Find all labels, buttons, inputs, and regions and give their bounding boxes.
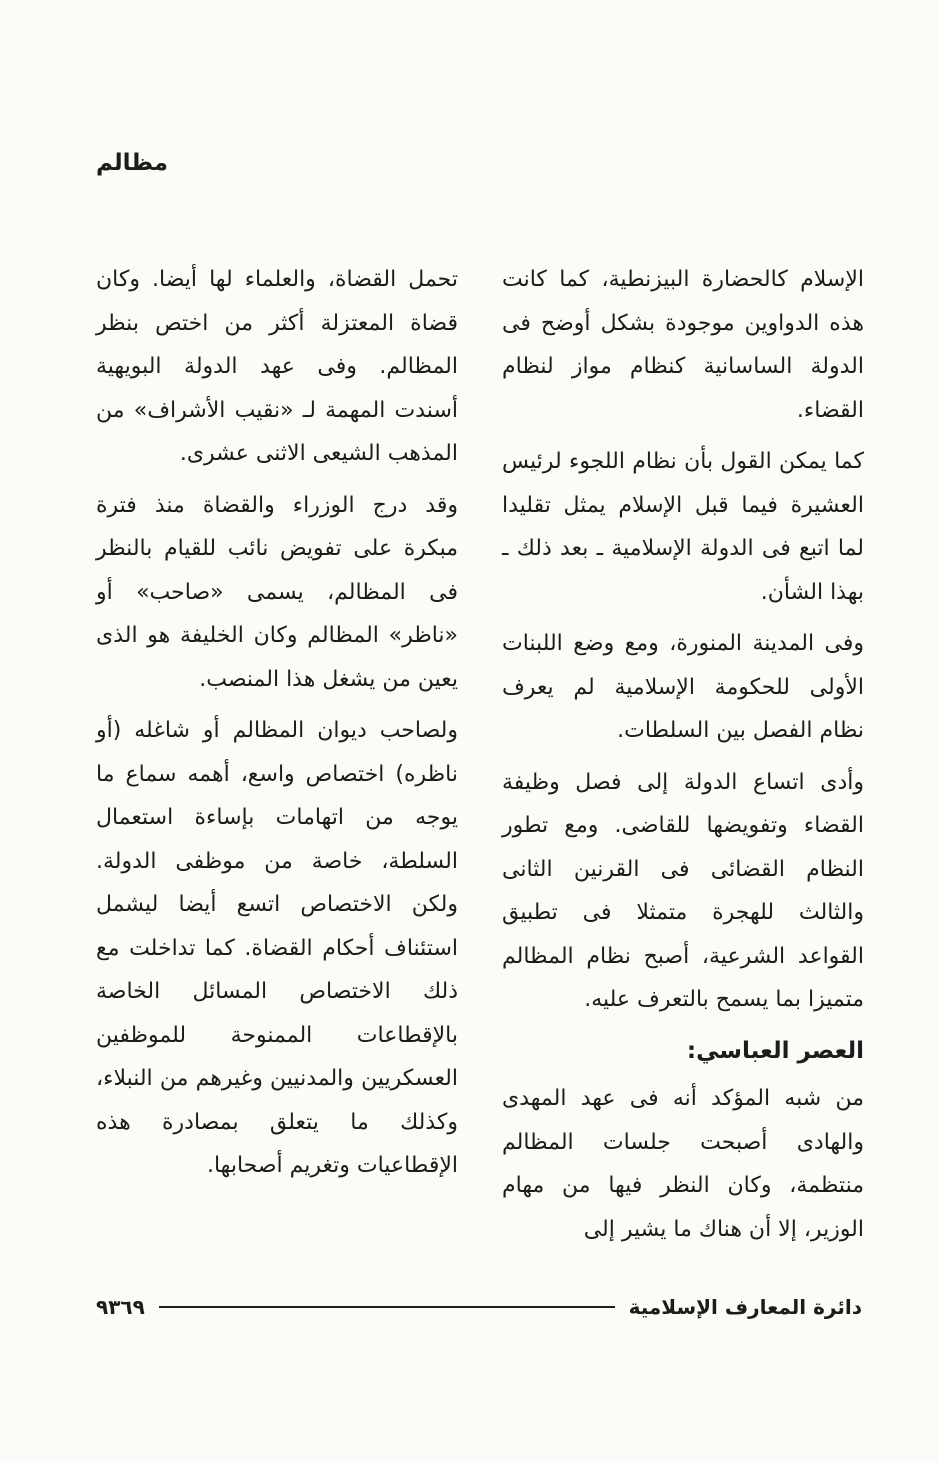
paragraph: وفى المدينة المنورة، ومع وضع اللبنات الأولى للحكومة الإسلامية لم يعرف نظام الفصل بين السلطات. — [502, 631, 864, 743]
footer-title: دائرة المعارف الإسلامية — [628, 1295, 862, 1319]
paragraph: الإسلام كالحضارة البيزنطية، كما كانت هذه الدواوين موجودة بشكل أوضح فى الدولة الساسانية كنظام مواز لنظام القضاء. — [502, 267, 864, 423]
paragraph: ولصاحب ديوان المظالم أو شاغله (أو ناظره) اختصاص واسع، أهمه سماع ما يوجه من اتهامات بإساءة استعمال السلطة، خاصة من موظفى الدولة. ولكن الاختصاص اتسع أيضا ليشمل استئناف أحكام القضاة. كما تداخلت مع ذلك الاختصاص المسائل الخاصة بالإقطاعات الممنوحة للموظفين العسكريين والمدنيين وغيرهم من النبلاء، وكذلك ما يتعلق بمصادرة هذه الإقطاعيات وتغريم أصحابها. — [96, 718, 458, 1178]
paragraph: وأدى اتساع الدولة إلى فصل وظيفة القضاء وتفويضها للقاضى. ومع تطور النظام القضائى فى القرنين الثانى والثالث للهجرة متمثلا فى تطبيق القواعد الشرعية، أصبح نظام المظالم متميزا بما يسمح بالتعرف عليه. — [502, 769, 864, 1012]
footer-rule — [159, 1306, 615, 1308]
paragraph: وقد درج الوزراء والقضاة منذ فترة مبكرة على تفويض نائب للقيام بالنظر فى المظالم، يسمى «صاحب» أو «ناظر» المظالم وكان الخليفة هو الذى يعين من يشغل هذا المنصب. — [96, 492, 458, 692]
paragraph: تحمل القضاة، والعلماء لها أيضا. وكان قضاة المعتزلة أكثر من اختص بنظر المظالم. وفى عهد الدولة البويهية أسندت المهمة لـ «نقيب الأشراف» من المذهب الشيعى الاثنى عشرى. — [96, 267, 458, 466]
page-footer — [96, 1290, 862, 1324]
paragraph: كما يمكن القول بأن نظام اللجوء لرئيس العشيرة فيما قبل الإسلام يمثل تقليدا لما اتبع فى الدولة الإسلامية ـ بعد ذلك ـ بهذا الشأن. — [502, 449, 864, 605]
section-heading: العصر العباسي: — [686, 1037, 864, 1064]
page-number: ٩٣٦٩ — [96, 1295, 145, 1319]
left-column — [96, 258, 458, 1196]
paragraph: من شبه المؤكد أنه فى عهد المهدى والهادى أصبحت جلسات المظالم منتظمة، وكان النظر فيها من مهام الوزير، إلا أن هناك ما يشير إلى — [502, 1086, 864, 1242]
right-column — [502, 258, 864, 1259]
page-header-title: مظالم — [96, 150, 168, 176]
